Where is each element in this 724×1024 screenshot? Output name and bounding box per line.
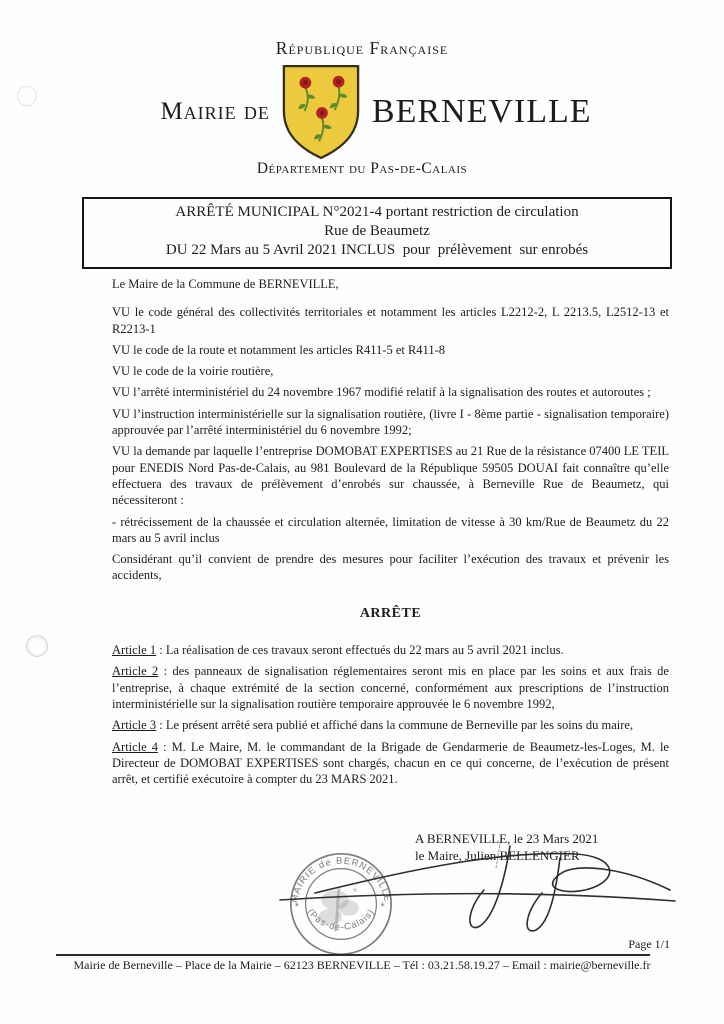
place-date-line: A BERNEVILLE, le 23 Mars 2021: [415, 831, 599, 846]
coat-of-arms-icon: [280, 61, 362, 163]
decree-title-line1: ARRÊTÉ MUNICIPAL N°2021-4 portant restriction de circulation: [175, 204, 579, 220]
stamp-bottom-text: (Pas-de-Calais): [305, 906, 377, 933]
article-2-text: : des panneaux de signalisation réglementaires seront mis en place par les soins et aux frais de l’entreprise, à chaque extrémité de la section concerné, conformément aux prescriptions de l’instruction interministérielle sur la signalisation routière temporaire approuvée le 6 novembre 1992,: [112, 664, 669, 711]
article-2-label: Article 2: [112, 664, 159, 679]
decree-title-line2: Rue de Beaumetz: [324, 223, 430, 240]
document-body: [112, 276, 669, 792]
vu-paragraph: VU l’arrêté interministériel du 24 novembre 1967 modifié relatif à la signalisation des routes et autoroutes ;: [112, 385, 651, 400]
republic-heading: République Française: [275, 38, 449, 58]
vu-paragraph: VU le code général des collectivités territoriales et notamment les articles L2212-2, L 2213.5, L2512-13 et R2213-1: [112, 305, 669, 336]
arrete-heading: ARRÊTE: [359, 605, 422, 621]
vu-paragraph: VU la demande par laquelle l’entreprise DOMOBAT EXPERTISES au 21 Rue de la résistance 07400 LE TEIL pour ENEDIS Nord Pas-de-Calais, au 981 Boulevard de la République 59505 DOUAI fait connaître qu’elle effectuera des travaux de prélèvement d’enrobés sur chaussée, à Berneville Rue de Beaumetz, qui nécessiteront :: [112, 444, 669, 508]
footer-divider: [56, 954, 650, 956]
article-1: [112, 642, 669, 658]
page-number: Page 1/1: [628, 937, 670, 951]
considerant-paragraph: Considérant qu’il convient de prendre des mesures pour faciliter l’exécution des travaux et prévenir les accidents,: [112, 552, 669, 583]
mairie-de-label: Mairie de: [160, 98, 270, 125]
decree-title-box: [82, 197, 672, 269]
footer-address: Mairie de Berneville – Place de la Mairie – 62123 BERNEVILLE – Tél : 03.21.58.19.27 – Email : mairie@berneville.fr: [73, 958, 651, 972]
signature-scrawl: [270, 838, 680, 948]
stamp-top-text: MAIRIE de BERNEVILLE: [288, 855, 393, 904]
stamp-star-left: *: [294, 900, 299, 913]
article-2: [112, 663, 669, 712]
article-4-label: Article 4: [112, 739, 159, 754]
vu-paragraph: VU le code de la voirie routière,: [112, 364, 274, 379]
vu-paragraph: VU le code de la route et notamment les articles R411-5 et R411-8: [112, 342, 446, 357]
measure-item: - rétrécissement de la chaussée et circulation alternée, limitation de vitesse à 30 km/Rue de Beaumetz du 22 mars au 5 avril inclus: [112, 514, 669, 545]
article-4-text: : M. Le Maire, M. le commandant de la Brigade de Gendarmerie de Beaumetz-les-Loges, M. le Directeur de DOMOBAT EXPERTISES sont chargés, chacun en ce qui concerne, de l’exécution de présent arrêt, et certifié exécutoire à compter du 23 MARS 2021.: [112, 739, 669, 787]
article-3: [112, 717, 669, 733]
article-1-label: Article 1: [112, 643, 157, 658]
intro-line: Le Maire de la Commune de BERNEVILLE,: [112, 277, 339, 291]
header-brand-row: [14, 58, 724, 166]
article-3-text: : Le présent arrêté sera publié et affiché dans la commune de Berneville par les soins du maire,: [156, 718, 634, 733]
article-1-text: : La réalisation de ces travaux seront effectués du 22 mars au 5 avril 2021 inclus.: [156, 643, 564, 658]
stamp-star-right: *: [380, 900, 385, 913]
vu-paragraph: VU l’instruction interministérielle sur la signalisation routière, (livre I - 8ème partie - signalisation temporaire) approuvée par l’arrêté interministériel du 6 novembre 1992;: [112, 406, 669, 438]
stamp-emblem-star: *: [352, 885, 358, 900]
city-name: BERNEVILLE: [371, 93, 592, 130]
department-heading: Département du Pas-de-Calais: [256, 160, 468, 177]
article-4: [112, 739, 669, 788]
hole-punch-mark: [26, 635, 48, 657]
signer-line: le Maire, Julien BELLENGIER: [415, 848, 580, 863]
article-3-label: Article 3: [112, 718, 157, 733]
decree-title-line3: DU 22 Mars au 5 Avril 2021 INCLUS pour prélèvement sur enrobés: [165, 242, 589, 259]
